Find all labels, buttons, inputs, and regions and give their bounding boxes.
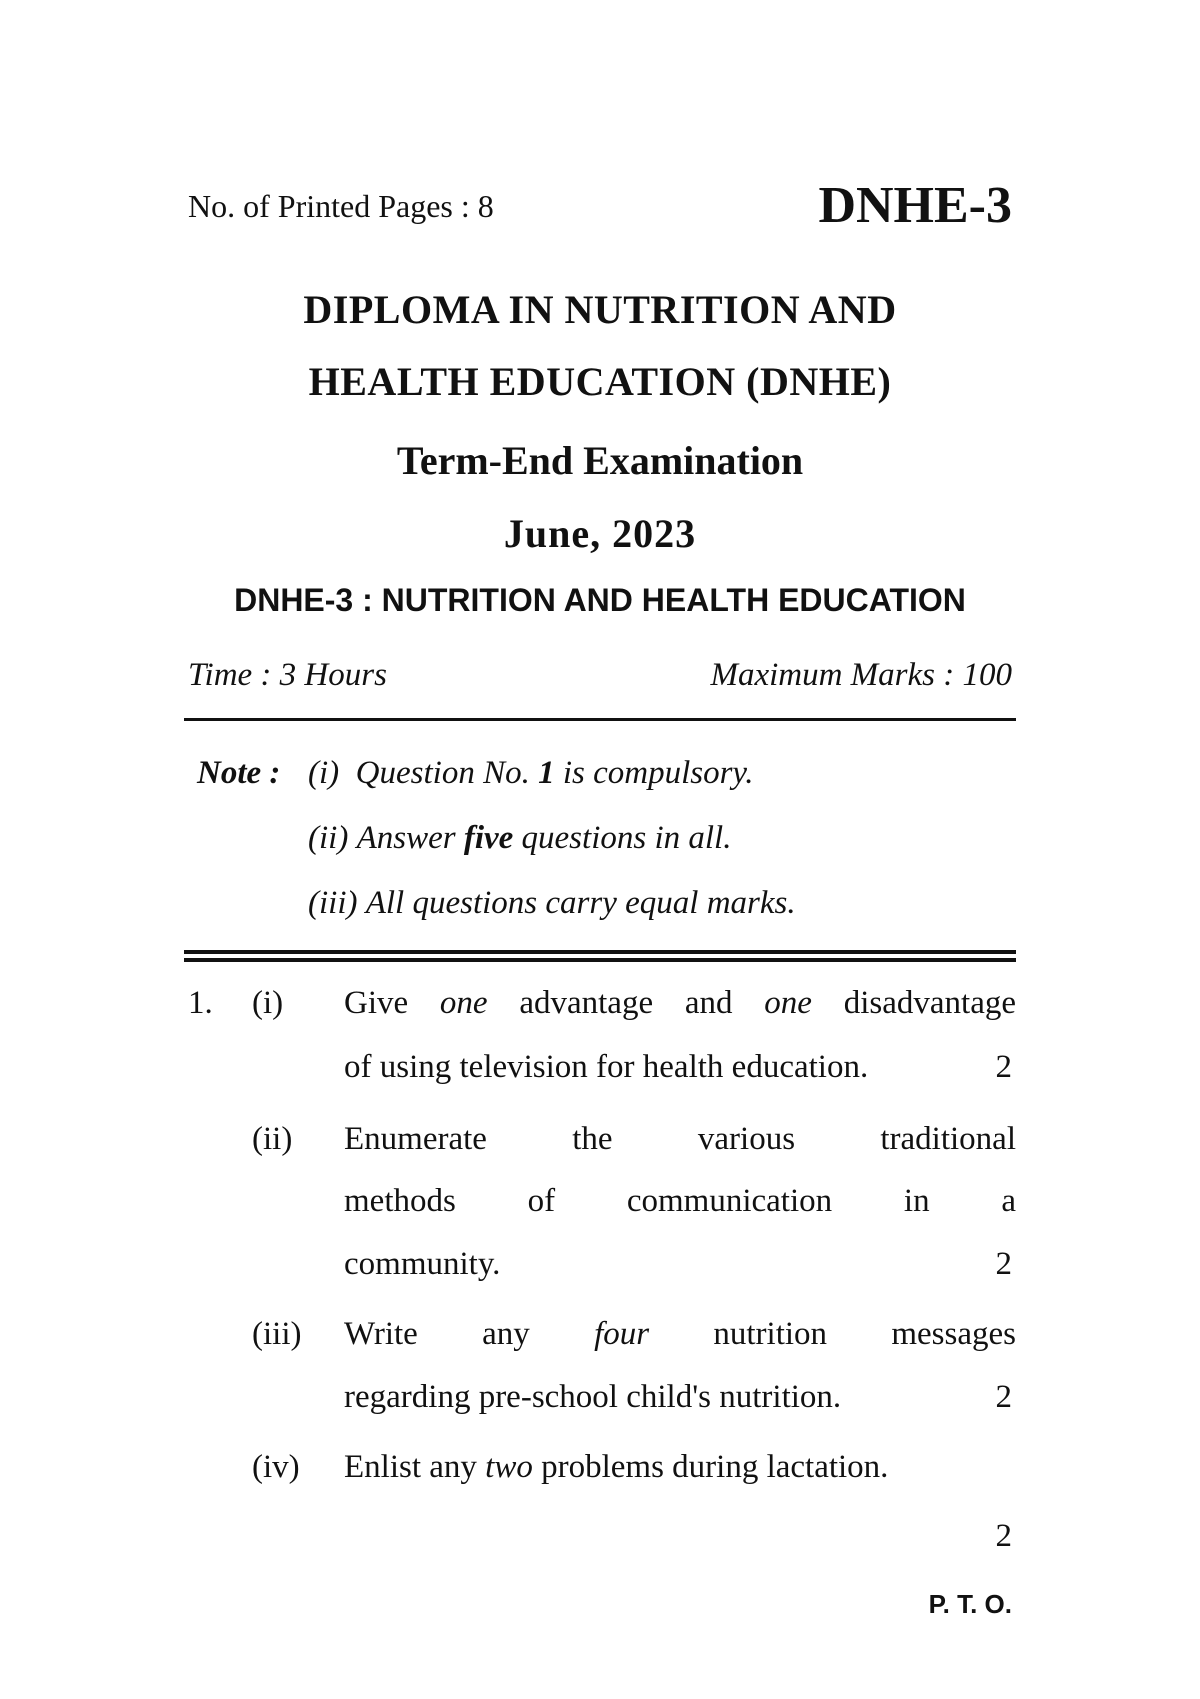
subquestion-label: (i) — [252, 985, 284, 1021]
programme-title-line1: DIPLOMA IN NUTRITION AND — [303, 287, 897, 332]
paper-code: DNHE-3 — [818, 177, 1012, 234]
note-item — [308, 885, 796, 922]
note-item — [308, 820, 731, 857]
subquestion-text: community. — [344, 1246, 501, 1282]
marks: 2 — [995, 1049, 1012, 1085]
exam-type: Term-End Examination — [396, 438, 804, 483]
note-label: Note : — [197, 755, 281, 791]
question-number: 1. — [188, 985, 213, 1021]
header-divider — [184, 718, 1016, 721]
printed-pages-count: No. of Printed Pages : 8 — [188, 188, 494, 224]
subquestion-text: of using television for health education. — [344, 1049, 869, 1085]
note-item — [308, 755, 754, 792]
marks: 2 — [995, 1379, 1012, 1415]
course-title: DNHE-3 : NUTRITION AND HEALTH EDUCATION — [234, 582, 966, 618]
subquestion-text: Enlist any two problems during lactation. — [344, 1449, 889, 1485]
note-item-number: (ii) — [308, 820, 349, 856]
note-item-emphasis: five — [463, 820, 514, 856]
exam-duration: Time : 3 Hours — [188, 657, 387, 693]
note-item-number: (i) — [308, 755, 340, 791]
subquestion-text: Give one advantage and one disadvantage — [344, 985, 1016, 1021]
note-item-emphasis: 1 — [538, 755, 555, 791]
notes-divider-top — [184, 950, 1016, 954]
maximum-marks: Maximum Marks : 100 — [710, 657, 1012, 693]
marks: 2 — [995, 1246, 1012, 1282]
subquestion-text: Enumerate the various traditional — [344, 1121, 1016, 1157]
subquestion-label: (ii) — [252, 1121, 293, 1157]
note-item-text: All questions carry equal marks. — [365, 885, 796, 921]
subquestion-text: Write any four nutrition messages — [344, 1316, 1016, 1352]
notes-divider-bottom — [184, 958, 1016, 962]
subquestion-text: regarding pre-school child's nutrition. — [344, 1379, 842, 1415]
please-turn-over: P. T. O. — [928, 1589, 1012, 1619]
note-item-text: Answer — [356, 820, 464, 856]
note-item-text: is compulsory. — [554, 755, 754, 791]
exam-session: June, 2023 — [503, 511, 697, 556]
note-item-text: Question No. — [355, 755, 539, 791]
subquestion-text: methods of communication in a — [344, 1183, 1016, 1219]
marks: 2 — [995, 1518, 1012, 1554]
subquestion-label: (iv) — [252, 1449, 300, 1485]
subquestion-label: (iii) — [252, 1316, 302, 1352]
note-item-text: questions in all. — [513, 820, 732, 856]
programme-title-line2: HEALTH EDUCATION (DNHE) — [308, 359, 892, 404]
note-item-number: (iii) — [308, 885, 358, 921]
